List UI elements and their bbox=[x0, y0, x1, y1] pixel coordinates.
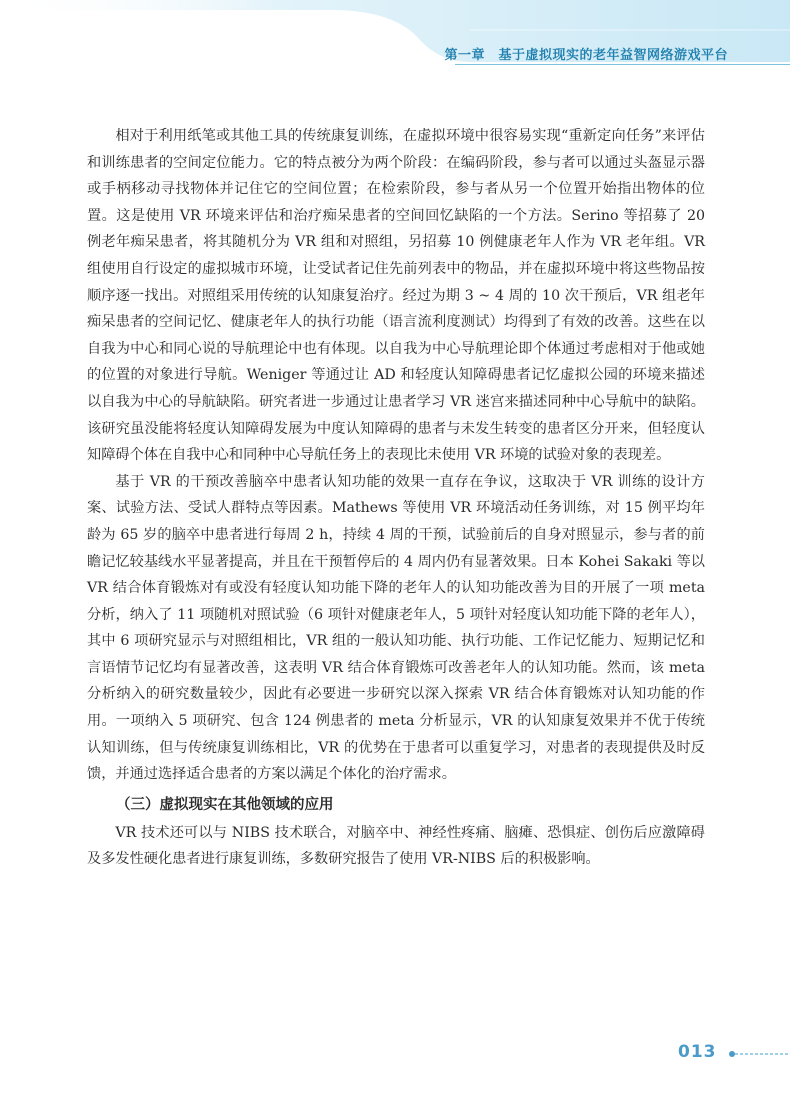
page-number: 013 bbox=[678, 1042, 717, 1062]
section-heading: （三）虚拟现实在其他领域的应用 bbox=[116, 795, 334, 813]
paragraph-3: VR 技术还可以与 NIBS 技术联合，对脑卒中、神经性疼痛、脑瘫、恐惧症、创伤后应激障碍及多发性硬化患者进行康复训练，多数研究报告了使用 VR-NIBS 后的积极影响。 bbox=[87, 824, 705, 868]
paragraph-1: 相对于利用纸笔或其他工具的传统康复训练，在虚拟环境中很容易实现“重新定向任务”来评估和训练患者的空间定位能力。它的特点被分为两个阶段：在编码阶段，参与者可以通过头盔显示器或手柄移动寻找物体并记住它的空间位置；在检索阶段，参与者从另一个位置开始指出物体的位置。这是使用 VR 环境来评估和治疗痴呆患者的空间回忆缺陷的一个方法。Serino 等招募了 20 例老年痴呆患者，将其随机分为 VR 组和对照组，另招募 10 例健康老年人作为 VR 老年组。VR 组使用自行设定的虚拟城市环境，让受试者记住先前列表中的物品，并在虚拟环境中将这些物品按顺序逐一找出。对照组采用传统的认知康复治疗。经过为期 3 ~ 4 周的 10 次干预后，VR 组老年痴呆患者的空间记忆、健康老年人的执行功能（语言流利度测试）均得到了有效的改善。这些在以自我为中心和同心说的导航理论中也有体现。以自我为中心导航理论即个体通过考虑相对于他或她的位置的对象进行导航。Weniger 等通过让 AD 和轻度认知障碍患者记忆虚拟公园的环境来描述以自我为中心的导航缺陷。研究者进一步通过让患者学习 VR 迷宫来描述同种中心导航中的缺陷。该研究虽没能将轻度认知障碍发展为中度认知障碍的患者与未发生转变的患者区分开来，但轻度认知障碍个体在自我中心和同种中心导航任务上的表现比未使用 VR 环境的试验对象的表现差。 bbox=[87, 128, 705, 464]
header-divider bbox=[455, 64, 790, 65]
body-text bbox=[87, 123, 705, 873]
footer-dots-decoration bbox=[728, 1048, 790, 1060]
running-header bbox=[0, 0, 790, 75]
chapter-title: 第一章 基于虚拟现实的老年益智网络游戏平台 bbox=[444, 48, 728, 63]
page-footer bbox=[640, 1040, 790, 1070]
paragraph-2: 基于 VR 的干预改善脑卒中患者认知功能的效果一直存在争议，这取决于 VR 训练的设计方案、试验方法、受试人群特点等因素。Mathews 等使用 VR 环境活动任务训练，对 15 例平均年龄为 65 岁的脑卒中患者进行每周 2 h，持续 4 周的干预，试验前后的自身对照显示，参与者的前瞻记忆较基线水平显著提高，并且在干预暂停后的 4 周内仍有显著效果。日本 Kohei Sakaki 等以 VR 结合体育锻炼对有或没有轻度认知功能下降的老年人的认知功能改善为目的开展了一项 meta 分析，纳入了 11 项随机对照试验（6 项针对健康老年人，5 项针对轻度认知功能下降的老年人），其中 6 项研究显示与对照组相比，VR 组的一般认知功能、执行功能、工作记忆能力、短期记忆和言语情节记忆均有显著改善，这表明 VR 结合体育锻炼可改善老年人的认知功能。然而，该 meta 分析纳入的研究数量较少，因此有必要进一步研究以深入探索 VR 结合体育锻炼对认知功能的作用。一项纳入 5 项研究、包含 124 例患者的 meta 分析显示，VR 的认知康复效果并不优于传统认知训练，但与传统康复训练相比，VR 的优势在于患者可以重复学习，对患者的表现提供及时反馈，并通过选择适合患者的方案以满足个体化的治疗需求。 bbox=[87, 473, 705, 783]
